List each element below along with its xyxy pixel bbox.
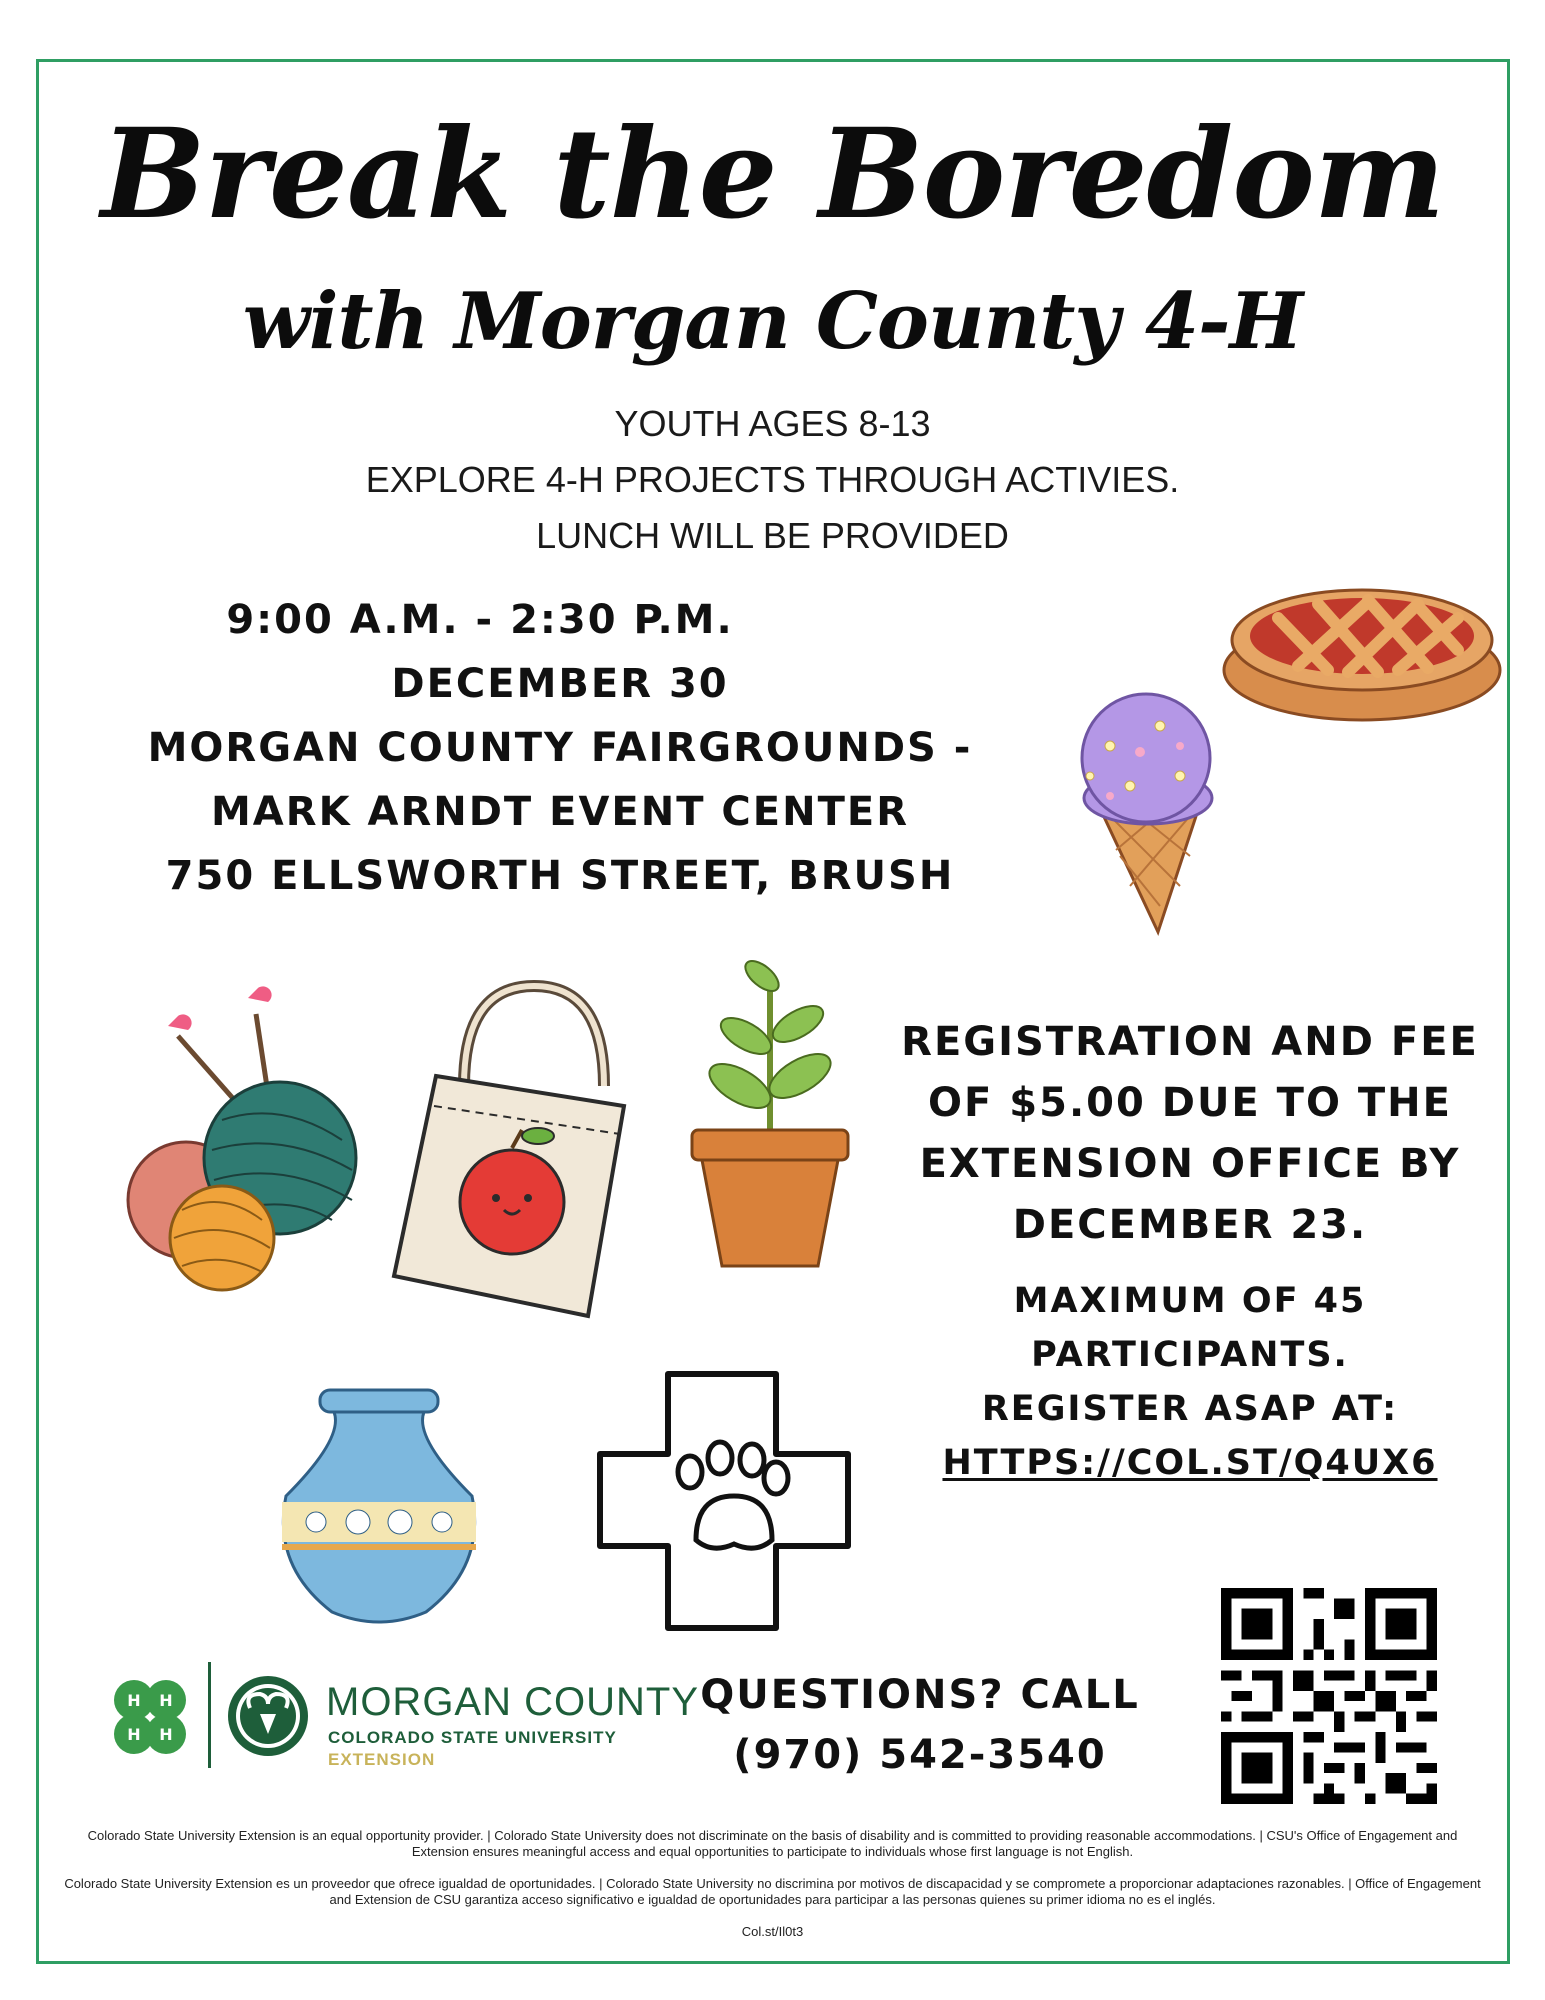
svg-text:H: H [127,1725,141,1744]
event-address: 750 ELLSWORTH STREET, BRUSH [165,853,955,899]
pie-illustration [1218,578,1506,726]
yarn-illustration [122,980,368,1300]
flyer-title: Break the Boredom [100,102,1445,247]
intro-explore: EXPLORE 4-H PROJECTS THROUGH ACTIVIES. [365,459,1180,500]
max-line: PARTICIPANTS. [1031,1335,1349,1375]
max-line: MAXIMUM OF 45 [1013,1281,1367,1321]
event-venue-line2: MARK ARNDT EVENT CENTER [211,789,909,835]
four-h-clover-icon [104,1672,196,1764]
paw-cross-illustration [596,1370,852,1632]
event-date: DECEMBER 30 [391,661,729,707]
event-time: 9:00 A.M. - 2:30 P.M. [226,597,734,643]
registration-line: REGISTRATION AND FEE [901,1019,1479,1065]
university-name: COLORADO STATE UNIVERSITY [328,1728,617,1747]
intro-ages: YOUTH AGES 8-13 [614,403,931,444]
potted-plant-illustration [680,946,860,1276]
svg-text:H: H [127,1691,141,1710]
vase-illustration [276,1386,482,1626]
legal-english: Colorado State University Extension is an equal opportunity provider. | Colorado State University does not discriminate on the basis of disability and is committed to providing reasonable accommodations. | CSU's Office of Engagement and Extension ensures meaningful access and equal opportunities to participate to individuals whose first language is not English. [87,1828,1458,1859]
event-venue-line1: MORGAN COUNTY FAIRGROUNDS - [147,725,973,771]
registration-notice [880,1012,1500,1256]
org-name: MORGAN COUNTY [326,1680,699,1724]
registration-line: EXTENSION OFFICE BY [919,1141,1461,1187]
logo-divider [208,1662,211,1768]
tote-bag-illustration [384,976,630,1326]
registration-line: DECEMBER 23. [1012,1202,1368,1248]
extension-label: EXTENSION [328,1750,436,1769]
qr-code[interactable] [1220,1588,1438,1804]
phone-number[interactable]: (970) 542-3540 [733,1732,1107,1778]
questions-contact [690,1665,1150,1785]
svg-text:H: H [159,1691,173,1710]
svg-text:H: H [159,1725,173,1744]
participant-limit [880,1274,1500,1490]
legal-spanish: Colorado State University Extension es un proveedor que ofrece igualdad de oportunidades. | Colorado State University no discrimina por motivos de discapacidad y se compromete a proporcionar adaptaciones razonables. | Office of Engagement and Extension de CSU garantiza acceso significativo e igualdad de oportunidades para participar a las personas quienes su primer idioma no es el inglés. [64,1876,1481,1907]
intro-lunch: LUNCH WILL BE PROVIDED [536,515,1009,556]
registration-line: OF $5.00 DUE TO THE [928,1080,1452,1126]
questions-label: QUESTIONS? CALL [700,1672,1140,1718]
max-line: REGISTER ASAP AT: [981,1389,1399,1429]
legal-code: Col.st/Il0t3 [741,1924,804,1939]
organization-logos [100,1660,700,1770]
csu-ram-icon [226,1674,310,1758]
flyer-subtitle: with Morgan County 4-H [242,276,1303,367]
ice-cream-illustration [1050,686,1220,938]
registration-link[interactable]: HTTPS://COL.ST/Q4UX6 [942,1443,1438,1483]
